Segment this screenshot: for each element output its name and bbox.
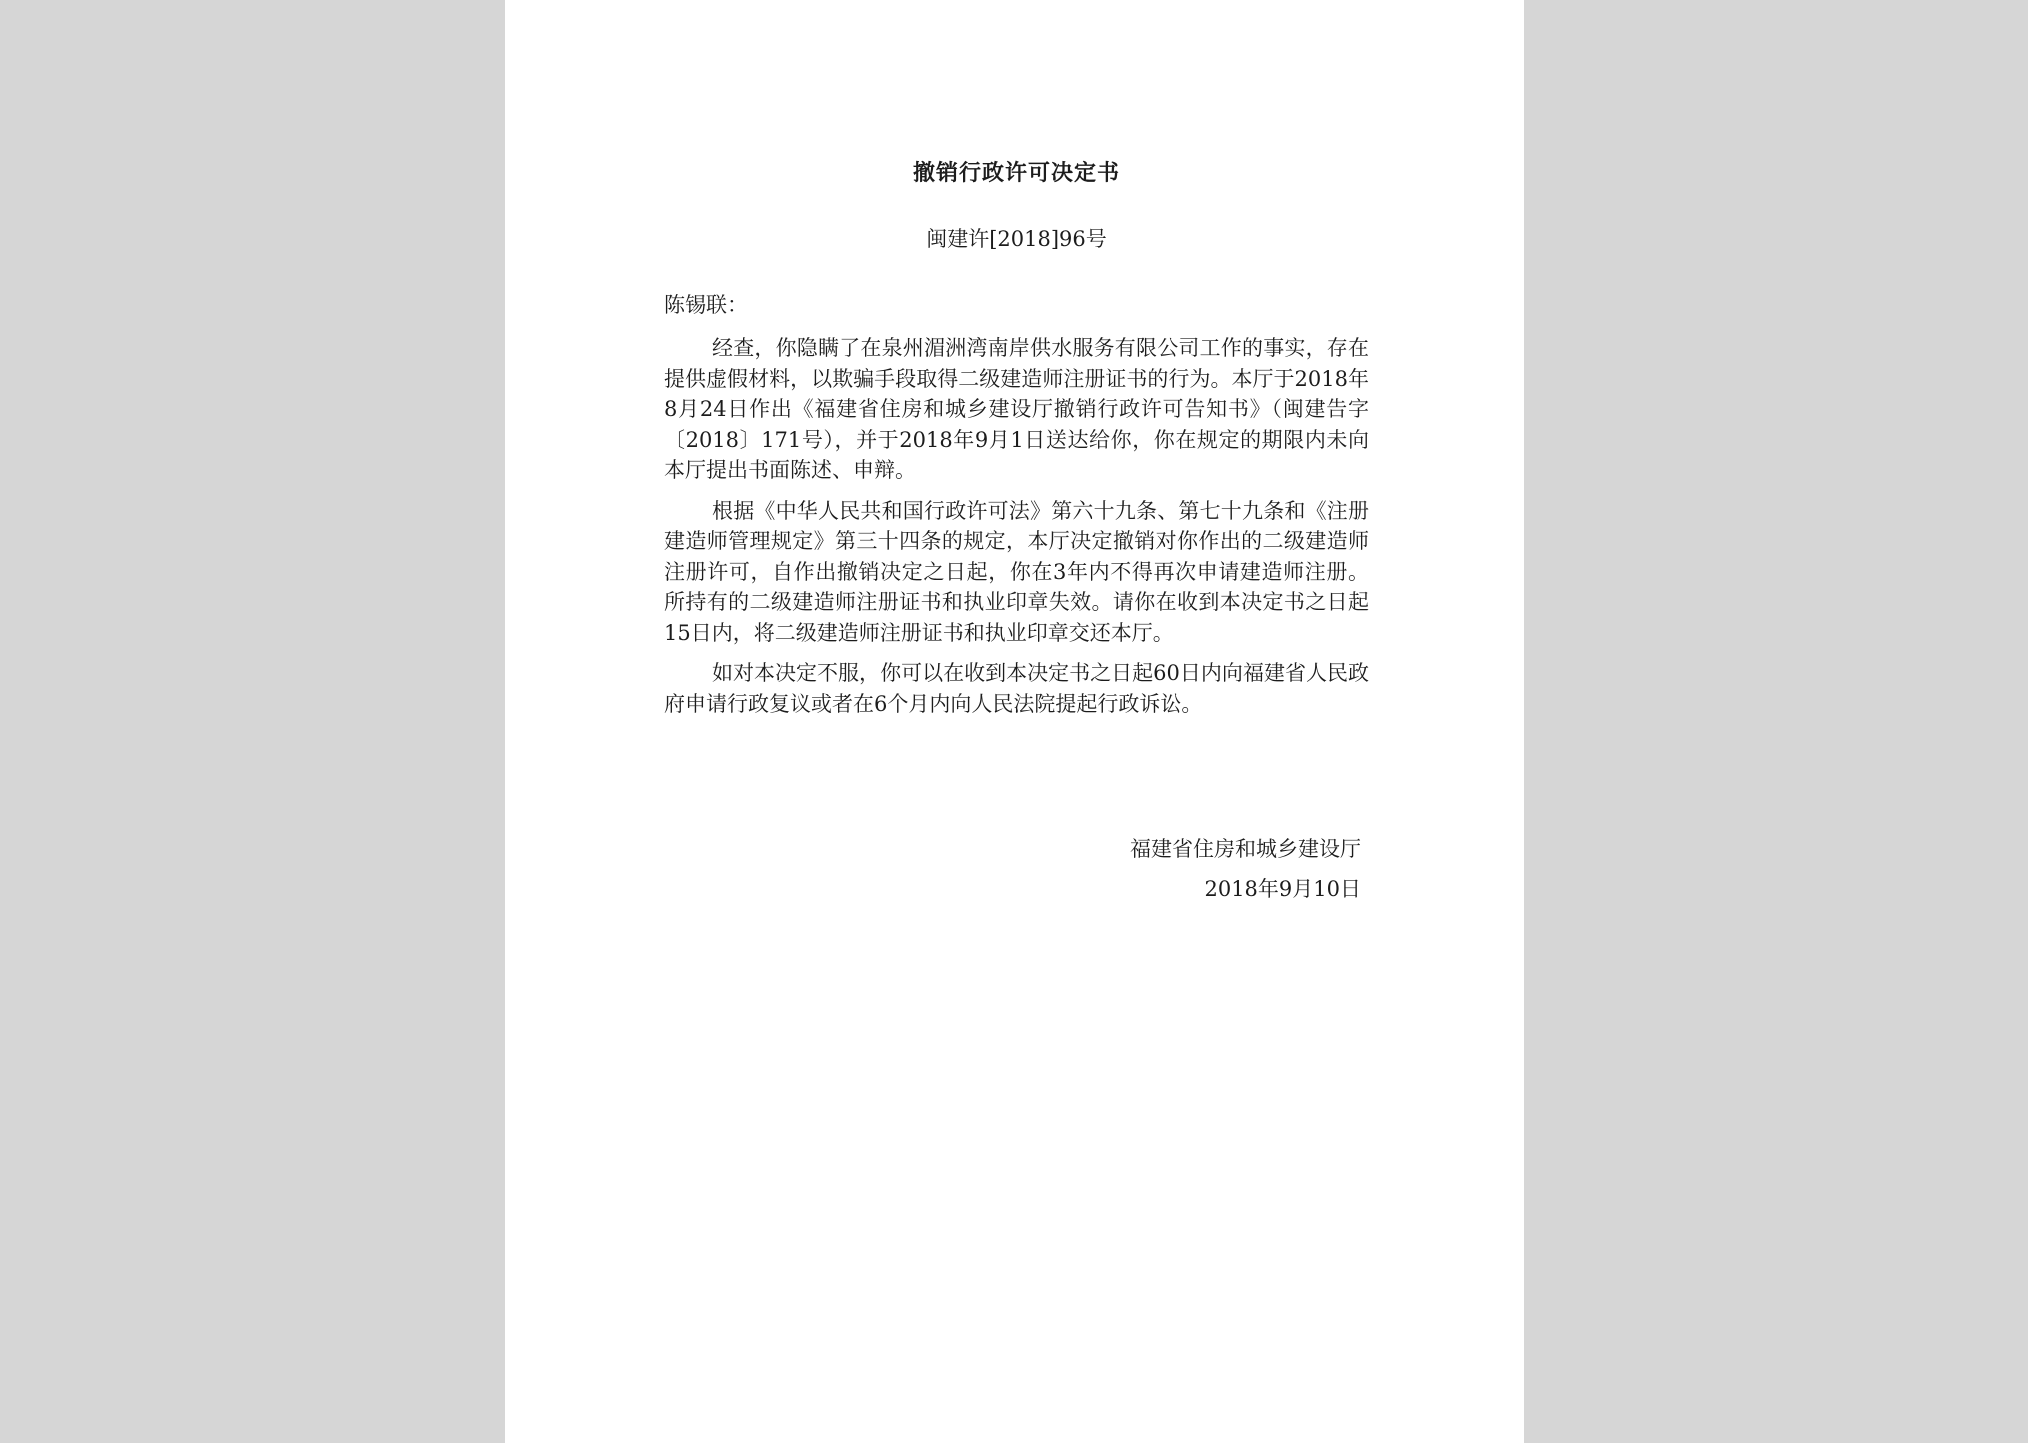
issue-date: 2018年9月10日 — [1204, 877, 1361, 901]
paragraph-findings: 经查，你隐瞒了在泉州湄洲湾南岸供水服务有限公司工作的事实，存在提供虚假材料，以欺骗手段取得二级建造师注册证书的行为。本厅于2018年8月24日作出《福建省住房和城乡建设厅撤销行政许可告知书》（闽建告字〔2018〕171号），并于2018年9月1日送达给你，你在规定的期限内未向本厅提出书面陈述、申辩。 — [664, 336, 1369, 482]
paragraph-appeal: 如对本决定不服，你可以在收到本决定书之日起60日内向福建省人民政府申请行政复议或者在6个月内向人民法院提起行政诉讼。 — [664, 661, 1369, 716]
document-page — [505, 0, 1524, 1443]
document-number: 闽建许[2018]96号 — [926, 227, 1107, 251]
salutation: 陈锡联： — [664, 293, 748, 317]
document-body — [664, 333, 1369, 729]
document-title: 撤销行政许可决定书 — [912, 160, 1120, 186]
issuing-authority: 福建省住房和城乡建设厅 — [1130, 837, 1361, 861]
paragraph-decision: 根据《中华人民共和国行政许可法》第六十九条、第七十九条和《注册建造师管理规定》第三十四条的规定，本厅决定撤销对你作出的二级建造师注册许可，自作出撤销决定之日起，你在3年内不得再次申请建造师注册。所持有的二级建造师注册证书和执业印章失效。请你在收到本决定书之日起15日内，将二级建造师注册证书和执业印章交还本厅。 — [664, 498, 1369, 645]
